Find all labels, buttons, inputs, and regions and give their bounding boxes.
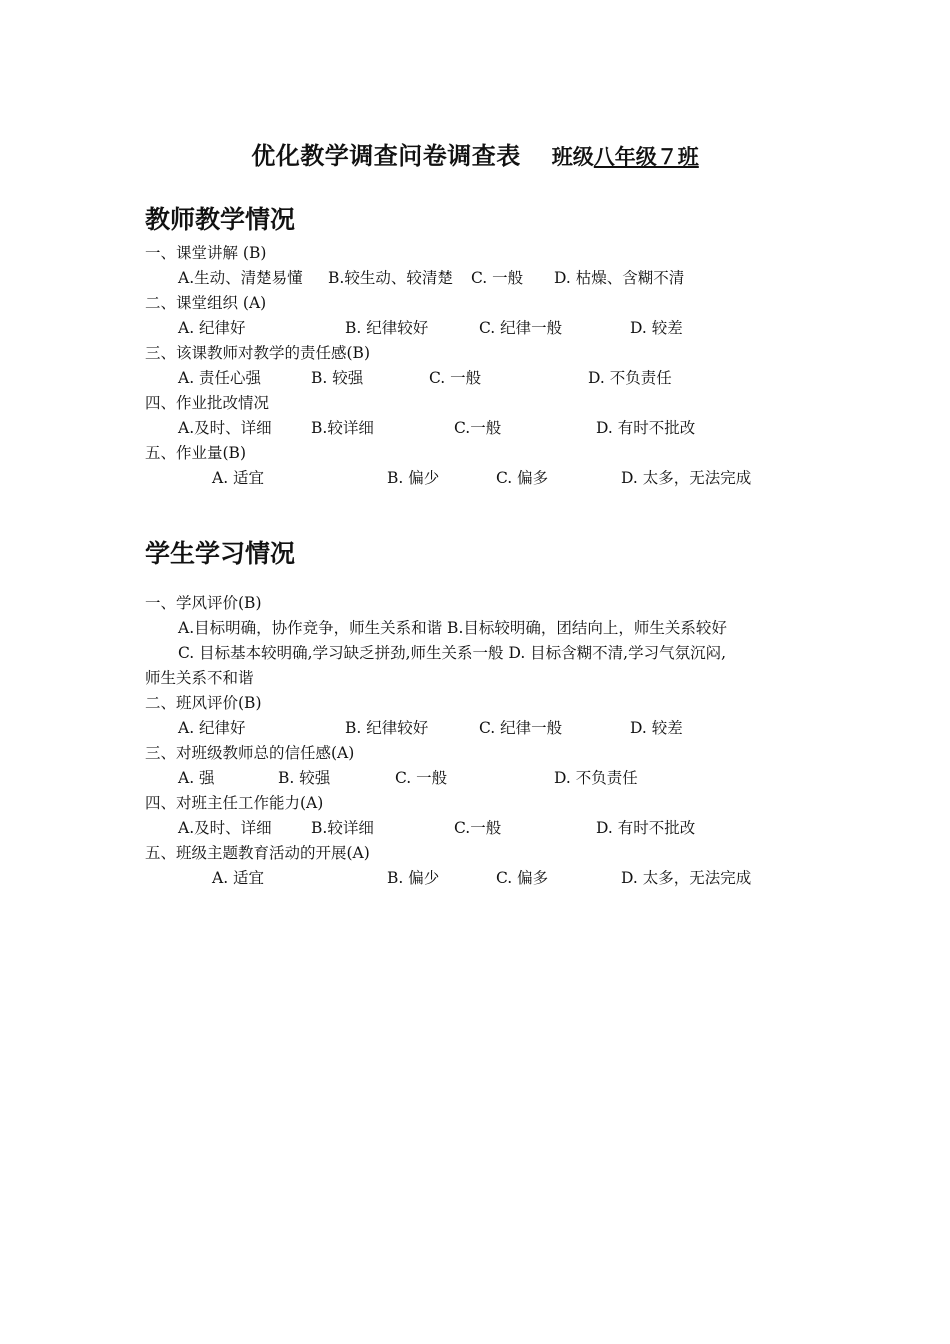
option-b: B.较详细 [311, 419, 374, 437]
option-c: C.一般 [454, 419, 502, 437]
option-d: D. 有时不批改 [596, 419, 696, 437]
option-c: C.一般 [454, 819, 502, 837]
question-3: 三、该课教师对教学的责任感(B) [145, 344, 370, 362]
question-5: 五、作业量(B) [145, 444, 246, 462]
option-d: D. 太多，无法完成 [621, 469, 752, 487]
option-a: A.及时、详细 [178, 819, 272, 837]
class-info [552, 144, 699, 169]
question-2: 二、班风评价(B) [145, 694, 262, 712]
option-c: C. 纪律一般 [479, 319, 563, 337]
option-c: C. 纪律一般 [479, 719, 563, 737]
option-d: D. 不负责任 [588, 369, 672, 387]
option-b: B. 偏少 [387, 869, 440, 887]
class-value: 八年级７班 [593, 144, 699, 169]
option-a: A.生动、清楚易懂 [178, 269, 303, 287]
class-label: 班级 [551, 144, 594, 169]
option-d: D. 较差 [630, 719, 683, 737]
section-heading-learning: 学生学习情况 [145, 539, 296, 568]
option-d: D. 有时不批改 [596, 819, 696, 837]
option-a: A. 责任心强 [178, 369, 262, 387]
option-c: C. 一般 [471, 269, 524, 287]
question-1: 一、课堂讲解 (B) [145, 244, 267, 262]
option-a: A.及时、详细 [178, 419, 272, 437]
options-continuation: 师生关系不和谐 [145, 669, 254, 687]
option-d: D. 太多，无法完成 [621, 869, 752, 887]
option-a: A. 纪律好 [178, 319, 246, 337]
option-b: B.较生动、较清楚 [328, 269, 453, 287]
option-c: C. 一般 [429, 369, 482, 387]
option-a: A. 适宜 [212, 469, 265, 487]
option-b: B. 偏少 [387, 469, 440, 487]
option-d: D. 不负责任 [554, 769, 638, 787]
title-row [0, 136, 950, 171]
option-c: C. 一般 [395, 769, 448, 787]
question-5: 五、班级主题教育活动的开展(A) [145, 844, 370, 862]
section-heading-teaching: 教师教学情况 [145, 205, 296, 234]
question-4: 四、作业批改情况 [145, 394, 270, 412]
options-row-ab: A.目标明确，协作竞争，师生关系和谐 B.目标较明确，团结向上，师生关系较好 [178, 619, 727, 637]
option-d: D. 枯燥、含糊不清 [554, 269, 685, 287]
question-4: 四、对班主任工作能力(A) [145, 794, 324, 812]
option-b: B.较详细 [311, 819, 374, 837]
option-b: B. 纪律较好 [345, 319, 429, 337]
option-d: D. 较差 [630, 319, 683, 337]
option-c: C. 偏多 [496, 869, 549, 887]
question-3: 三、对班级教师总的信任感(A) [145, 744, 355, 762]
option-b: B. 较强 [278, 769, 331, 787]
question-1: 一、学风评价(B) [145, 594, 262, 612]
question-2: 二、课堂组织 (A) [145, 294, 267, 312]
option-b: B. 纪律较好 [345, 719, 429, 737]
option-a: A. 适宜 [212, 869, 265, 887]
option-a: A. 纪律好 [178, 719, 246, 737]
option-a: A. 强 [178, 769, 215, 787]
page-title: 优化教学调查问卷调查表 [251, 141, 521, 170]
option-b: B. 较强 [311, 369, 364, 387]
option-c: C. 偏多 [496, 469, 549, 487]
options-row-cd: C. 目标基本较明确,学习缺乏拼劲,师生关系一般 D. 目标含糊不清,学习气氛沉闷, [178, 644, 727, 662]
